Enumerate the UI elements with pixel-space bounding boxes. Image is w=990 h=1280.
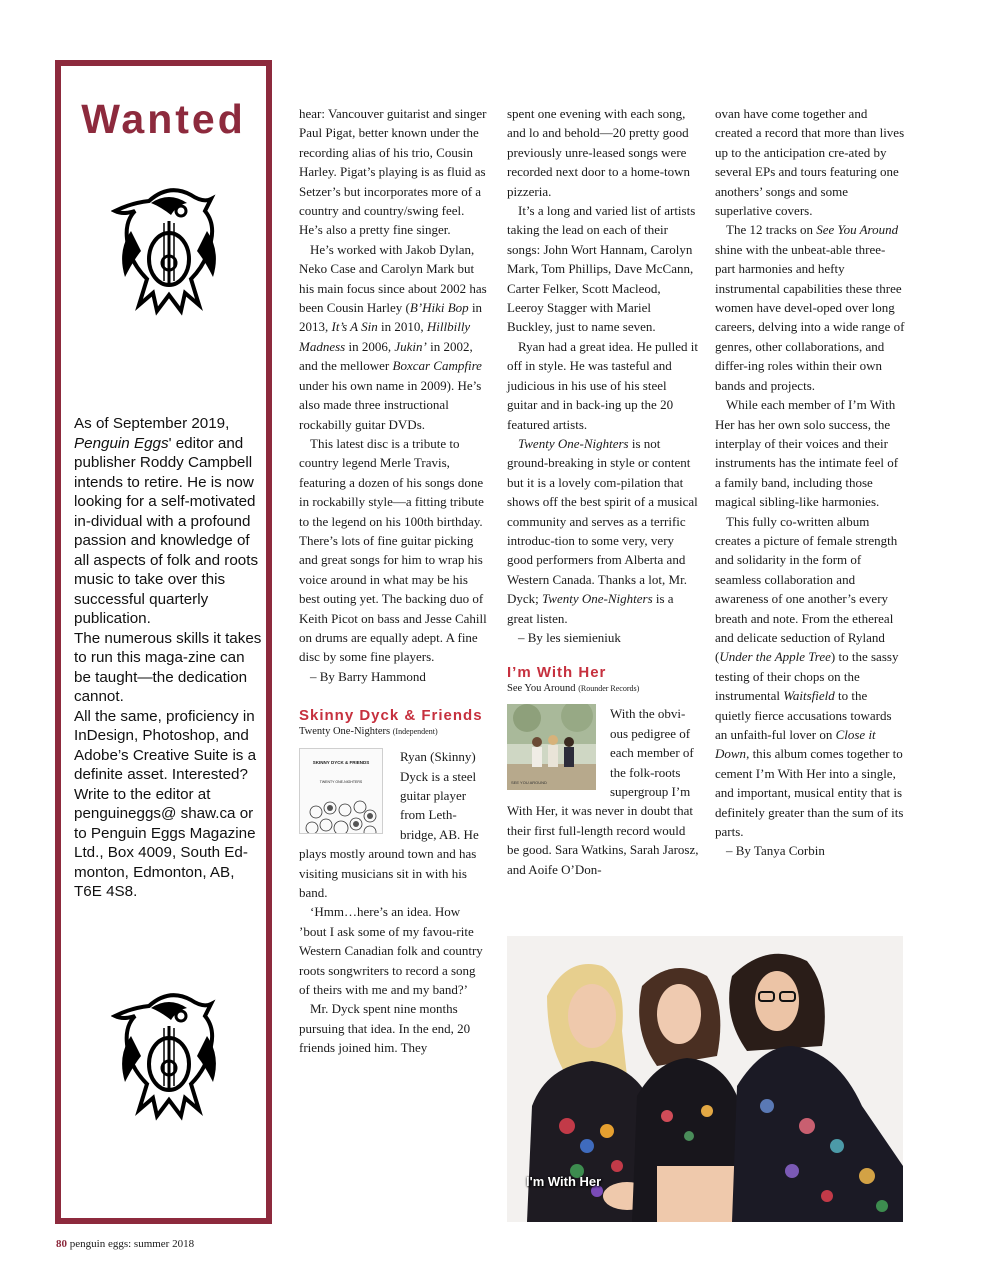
photo-caption: I'm With Her [526,1174,602,1189]
wrap-block-im-with-her [507,704,699,801]
col1-p1: hear: Vancouver guitarist and singer Paul Pigat, better known under the recording alias of his trio, Cousin Harley. Pigat’s playing is as fluid as Setzer’s but incorporates more of a country and country/swing feel. He’s also a pretty fine singer. [299,106,487,238]
page-footer [56,1238,194,1250]
sidebar-p2: The numerous skills it takes to run this maga-zine can be taught—the dedication cannot. [74,629,262,705]
sidebar-p1-b: Penguin Eggs [74,434,169,452]
review-sub-im-with-her: See You Around (Rounder Records) [507,683,640,695]
col3-p1: ovan have come together and created a record that more than lives up to the anticipation cre-ated by several EPs and tours featuring one anothers’ songs and some superlative covers. [715,106,905,219]
im-with-her-photo [507,936,903,1222]
column-3 [715,104,905,861]
penguin-guitar-logo-bottom-icon [111,986,226,1126]
penguin-guitar-logo-icon [111,181,226,321]
album-cover-see-you-around [507,704,596,790]
review-heading-skinny-dyck: Skinny Dyck & Friends [299,707,483,725]
sidebar-p1-a: As of September 2019, [74,415,230,432]
col1-byline: – By Barry Hammond [310,668,426,684]
sidebar-p3: All the same, proficiency in InDesign, Photoshop, and Adobe’s Creative Suite is a definite asset. Interested? Write to the editor at penguineggs@ shaw.ca or to Penguin Eggs Magazine Ltd., Box 4009, South Ed-monton, Edmonton, AB, T6E 4S8. [74,707,257,900]
col3-p3: While each member of I’m With Her has her own solo success, the interplay of their voices and their instruments has the intimate feel of a family band, including those magical sibling-like harmonies. [715,397,899,510]
page-number: 80 [56,1238,67,1250]
col3-byline: – By Tanya Corbin [726,843,825,859]
sidebar-text [74,414,262,902]
footer-text: penguin eggs: summer 2018 [67,1238,195,1250]
col2-byline: – By les siemieniuk [518,629,621,645]
sidebar-p1-c: ' editor and publisher Roddy Campbell intends to retire. He is now looking for a self-motivated in-dividual with a profound passion and knowledge of all aspects of folk and roots music to take over this successful quarterly publication. [74,434,259,627]
col2-p2: It’s a long and varied list of artists taking the lead on each of their songs: John Wort Hannam, Carolyn Mark, Tom Phillips, Dave McCann, Carter Felker, Scott Macleod, Leeroy Stagger with Mariel Buckley, just to name seven. [507,203,696,335]
album-cover-twenty-one-nighters: SKINNY DYCK & FRIENDS TWENTY ONE-NIGHTERS [299,748,383,834]
col2-p5: With Her, it was never in doubt that their first full-length record would be good. Sara Watkins, Sarah Jarosz, and Aoife O’Don- [507,803,699,877]
wrap-lines-skinny-dyck: Ryan (Skinny) Dyck is a steel guitar player from Leth- bridge, AB. He [400,749,479,842]
wrap-block-skinny-dyck [299,747,489,844]
svg-text:SEE YOU AROUND: SEE YOU AROUND [511,780,547,786]
col2-p4: Twenty One-Nighters is not ground-breaking in style or content but it is a lovely com-pilation that shows off the best spirit of a musical community and serves as a terrific introduc-tion to some very, very good performers from Alberta and Western Canada. Thanks a lot, Mr. Dyck; Twenty One-Nighters is a great listen. [507,435,698,626]
col2-p1: spent one evening with each song, and lo and behold—20 pretty good previously unre-leased songs were recorded next door to a home-town pizzeria. [507,106,691,199]
col3-p2: The 12 tracks on See You Around shine with the unbeat-able three-part harmonies and hefty instrumental capabilities these three women have devel-oped over long careers, delving into a wide range of genres, other collaborations, and differ-ing roles within their own bands and projects. [715,222,905,393]
column-2 [507,104,699,879]
review-heading-im-with-her: I’m With Her [507,664,607,682]
wrap-lines-im-with-her: With the obvi- ous pedigree of each member of the folk-roots supergroup I’m [610,706,694,799]
col1-p5: ‘Hmm…here’s an idea. How ’bout I ask some of my favou-rite Western Canadian folk and country roots songwriters to record a song of theirs with me and my band?’ [299,904,483,998]
col1-p6: Mr. Dyck spent nine months pursuing that idea. In the end, 20 friends joined him. They [299,1001,471,1056]
col1-p2: He’s worked with Jakob Dylan, Neko Case and Carolyn Mark but his main focus since about 2002 has been Cousin Harley (B’Hiki Bop in 2013, It’s A Sin in 2010, Hillbilly Madness in 2006, Jukin’ in 2002, and the mellower Boxcar Campfire under his own name in 2009). He’s also made three instructional rockabilly guitar DVDs. [299,241,487,432]
sidebar-title: Wanted [81,96,246,142]
col2-p3: Ryan had a great idea. He pulled it off in style. He was tasteful and judicious in his use of his steel guitar and in back-ing up the 20 featured artists. [507,338,698,432]
col3-p4: This fully co-written album creates a picture of female strength and solidarity in the form of seamless collaboration and awareness of one another’s every breath and note. From the ethereal and delicate seduction of Ryland (Under the Apple Tree) to the sassy testing of their chops on the instrumental Waitsfield to the quietly fierce accusations towards an unfaith-ful lover on Close it Down, this album comes together to cement I’m With Her into a single, and important, musical entity that is definitely greater than the sum of its parts. [715,513,904,840]
col1-p3: This latest disc is a tribute to country legend Merle Travis, featuring a dozen of his songs done in rockabilly style—a fitting tribute to the legend on his 100th birthday. There’s lots of fine guitar picking and great songs for him to wrap his voice around in what may be his best outing yet. The backing duo of Keith Picot on bass and Jesse Cahill on drums are equally adept. A fine disc by some fine players. [299,435,487,665]
col1-p4: plays mostly around town and has visiting musicians sit in with his band. [299,846,477,900]
column-1 [299,104,489,1058]
wanted-sidebar [55,60,272,1224]
review-sub-skinny-dyck: Twenty One-Nighters (Independent) [299,726,438,738]
